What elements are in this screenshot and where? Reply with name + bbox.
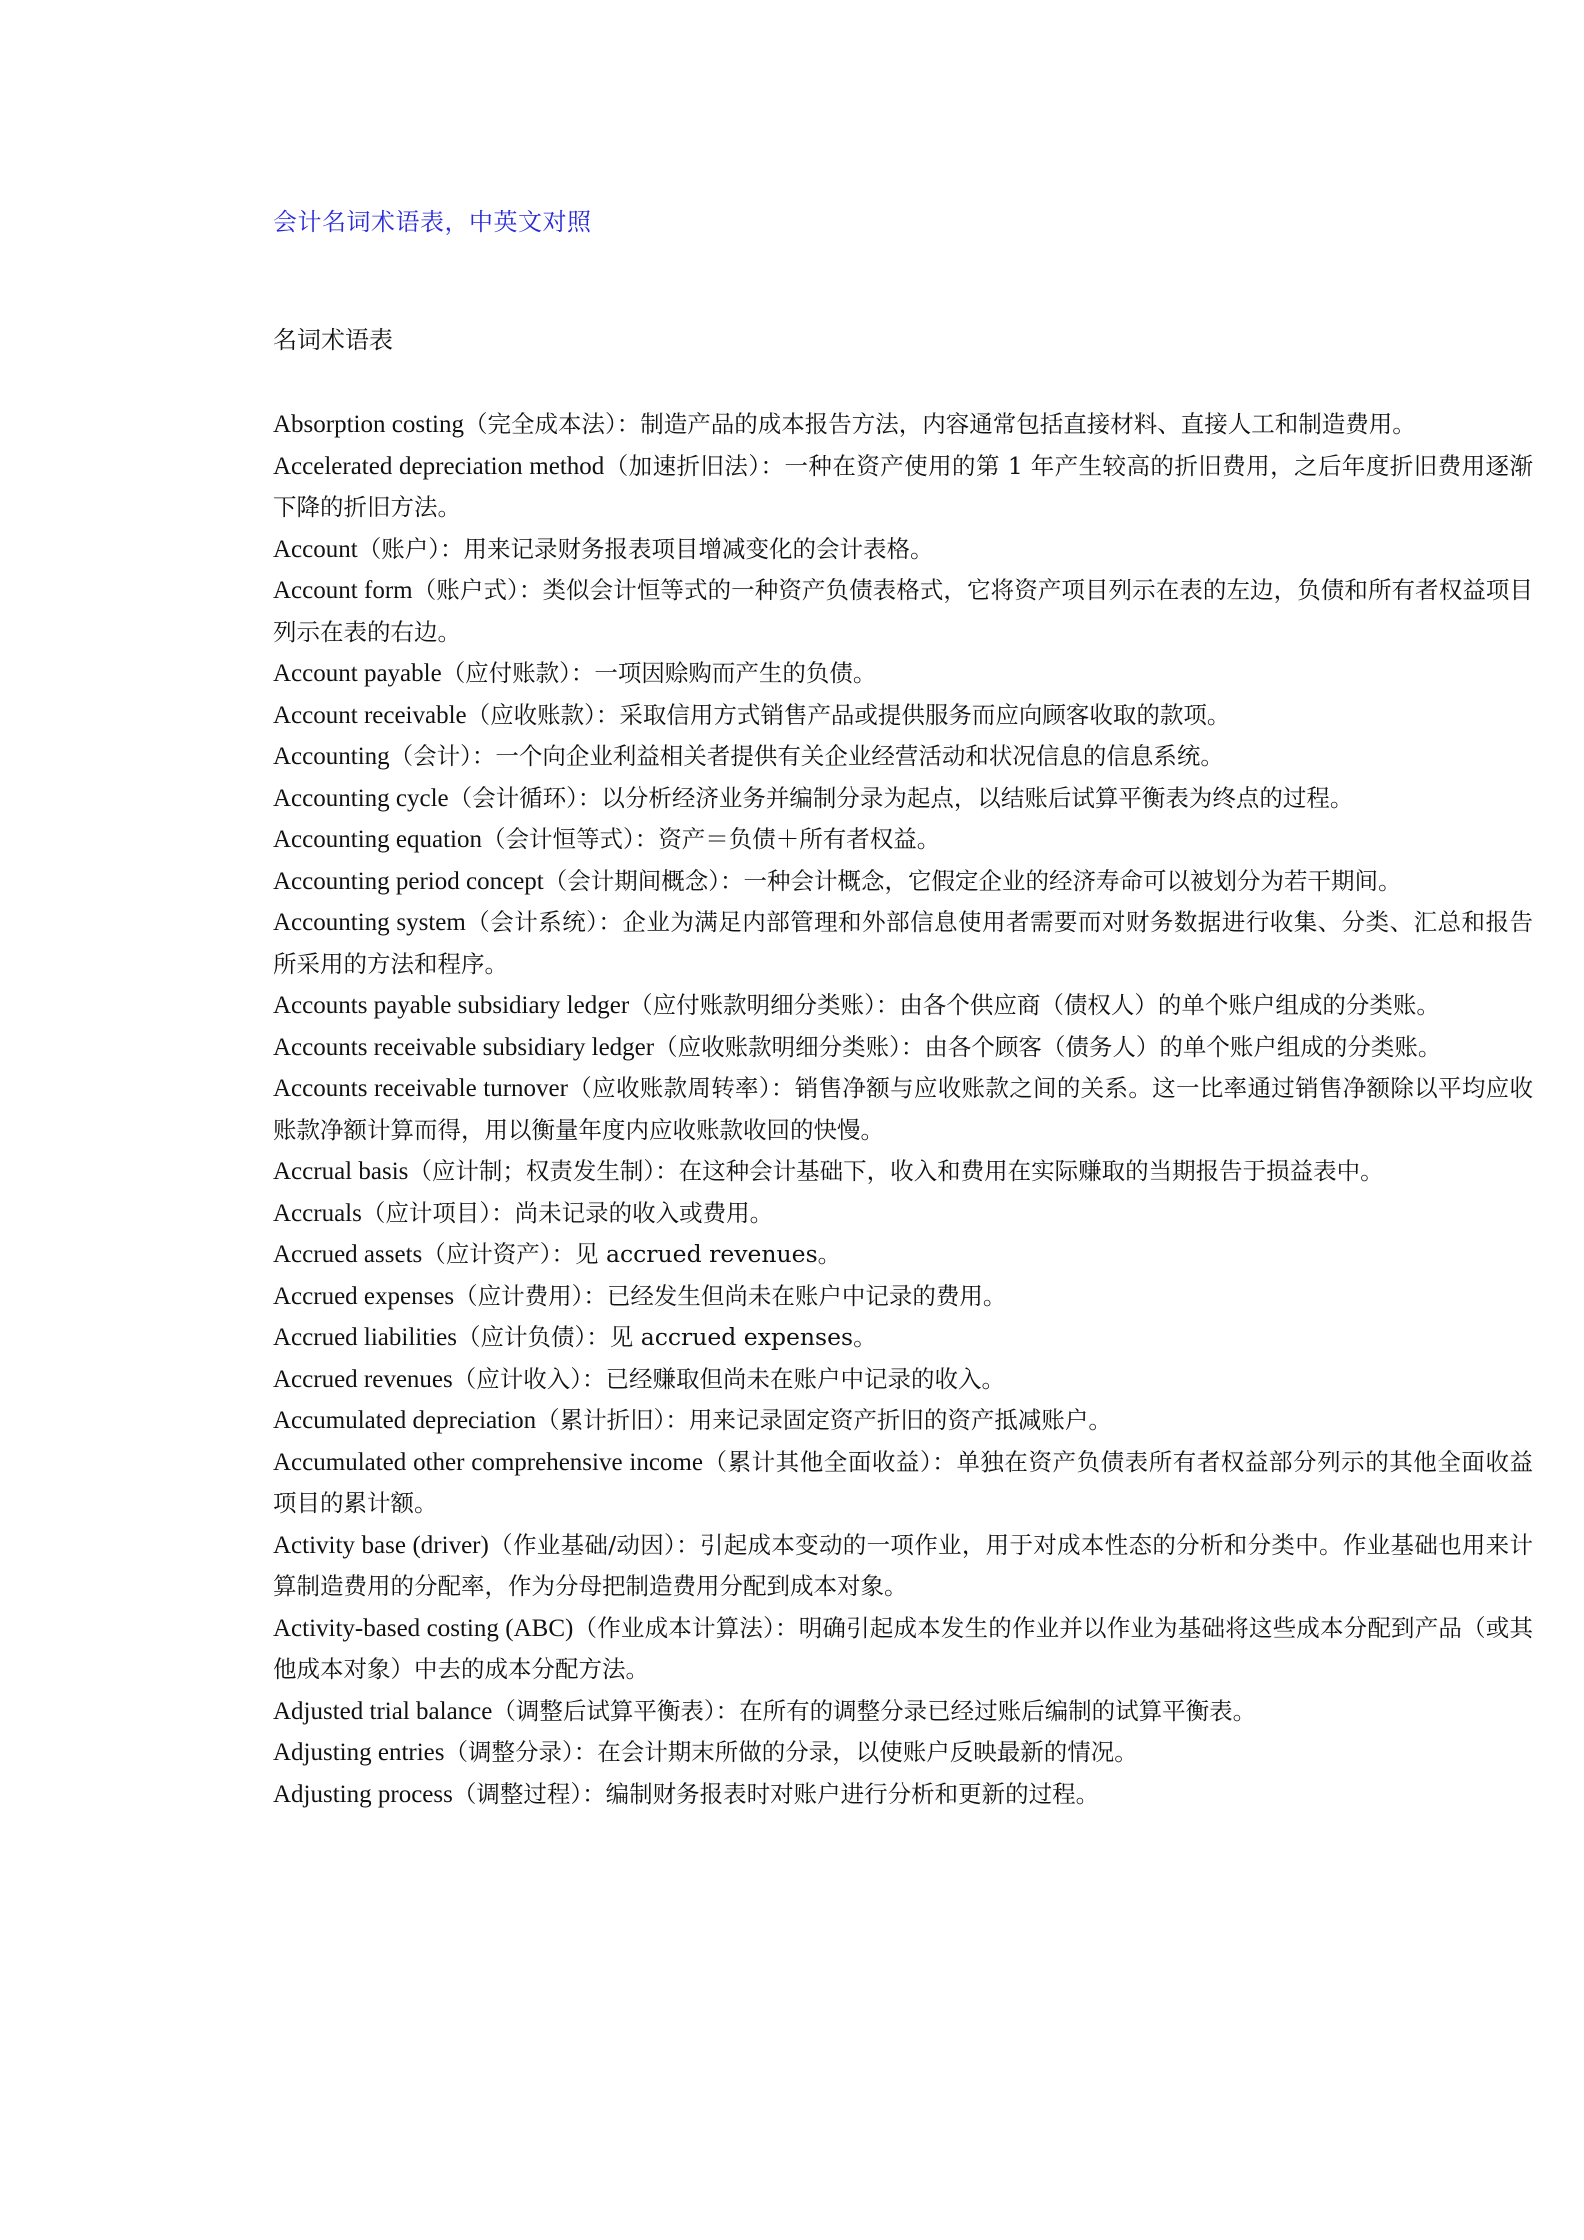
glossary-definition: （调整分录）：在会计期末所做的分录，以使账户反映最新的情况。 <box>444 1738 1138 1766</box>
glossary-entry <box>273 1276 1533 1318</box>
glossary-entry <box>273 1400 1533 1442</box>
glossary-term: Accounts receivable turnover <box>273 1075 568 1102</box>
glossary-definition: （应收账款明细分类账）：由各个顾客（债务人）的单个账户组成的分类账。 <box>654 1032 1442 1061</box>
glossary-term: Account receivable <box>273 701 467 729</box>
glossary-term: Accrued liabilities <box>273 1324 457 1351</box>
glossary-definition: （调整后试算平衡表）：在所有的调整分录已经过账后编制的试算平衡表。 <box>492 1696 1257 1725</box>
glossary-definition: （应收账款周转率）：销售净额与应收账款之间的关系。这一比率通过销售净额除以平均应收账款净额计算而得，用以衡量年度内应收账款收回的快慢。 <box>273 1074 1534 1144</box>
glossary-entry <box>273 1151 1533 1193</box>
glossary-term: Adjusted trial balance <box>273 1697 493 1725</box>
glossary-definition: （完全成本法）：制造产品的成本报告方法，内容通常包括直接材料、直接人工和制造费用。 <box>463 410 1416 438</box>
glossary-entry <box>273 653 1533 695</box>
glossary-entry <box>273 1442 1533 1525</box>
glossary-term: Accounts receivable subsidiary ledger <box>273 1033 655 1061</box>
glossary-definition: （加速折旧法）：一种在资产使用的第 1 年产生较高的折旧费用，之后年度折旧费用逐渐下降的折旧方法。 <box>273 451 1533 521</box>
glossary-definition: （应付账款明细分类账）：由各个供应商（债权人）的单个账户组成的分类账。 <box>629 991 1440 1019</box>
glossary-entry <box>273 1359 1533 1401</box>
glossary-definition: （会计期间概念）：一种会计概念，它假定企业的经济寿命可以被划分为若干期间。 <box>543 866 1402 895</box>
glossary-term: Activity base (driver) <box>273 1531 489 1559</box>
glossary-term: Adjusting process <box>273 1780 453 1808</box>
glossary-definition: （调整过程）：编制财务报表时对账户进行分析和更新的过程。 <box>452 1779 1100 1808</box>
glossary-term: Absorption costing <box>273 411 464 438</box>
glossary-entry <box>273 1732 1533 1774</box>
glossary-term: Account form <box>273 577 413 604</box>
glossary-entry <box>273 1193 1533 1235</box>
glossary-entry <box>273 695 1533 737</box>
glossary-term: Accounting system <box>273 909 466 936</box>
glossary-term: Accumulated depreciation <box>273 1407 537 1434</box>
glossary-entry <box>273 1525 1533 1608</box>
document-title: 会计名词术语表，中英文对照 <box>273 208 592 236</box>
glossary-term: Account <box>273 535 358 563</box>
glossary-term: Accounting equation <box>273 826 482 853</box>
glossary-term: Adjusting entries <box>273 1739 445 1766</box>
glossary-term: Activity-based costing (ABC) <box>273 1614 574 1642</box>
glossary-entry <box>273 570 1533 653</box>
glossary-term: Accrued expenses <box>273 1282 455 1310</box>
glossary-term: Accounting <box>273 743 390 770</box>
glossary-entry <box>273 902 1533 985</box>
glossary-entry <box>273 529 1533 571</box>
glossary-term: Account payable <box>273 660 442 687</box>
glossary-definition: （应收账款）：采取信用方式销售产品或提供服务而应向顾客收取的款项。 <box>466 700 1231 729</box>
glossary-term: Accelerated depreciation method <box>273 452 605 480</box>
glossary-entry <box>273 778 1533 820</box>
glossary-entry <box>273 1234 1533 1276</box>
glossary-term: Accounts payable subsidiary ledger <box>273 992 630 1019</box>
glossary-definition: （会计系统）：企业为满足内部管理和外部信息使用者需要而对财务数据进行收集、分类、汇总和报告所采用的方法和程序。 <box>273 908 1533 978</box>
section-heading: 名词术语表 <box>273 326 393 354</box>
glossary-term: Accrual basis <box>273 1158 409 1185</box>
glossary-definition: （作业成本计算法）：明确引起成本发生的作业并以作业为基础将这些成本分配到产品（或其他成本对象）中去的成本分配方法。 <box>273 1613 1534 1683</box>
glossary-definition: （累计其他全面收益）：单独在资产负债表所有者权益部分列示的其他全面收益项目的累计额。 <box>273 1447 1534 1517</box>
glossary-definition: （应计项目）：尚未记录的收入或费用。 <box>361 1198 774 1227</box>
glossary-definition: （会计恒等式）：资产＝负债＋所有者权益。 <box>481 825 941 853</box>
glossary-entry <box>273 985 1533 1027</box>
glossary-entry <box>273 819 1533 861</box>
glossary-definition: （应计资产）：见 accrued revenues。 <box>422 1240 842 1268</box>
glossary-entry <box>273 1691 1533 1733</box>
glossary-definition: （应计制；权责发生制）：在这种会计基础下，收入和费用在实际赚取的当期报告于损益表中。 <box>408 1157 1384 1185</box>
glossary-entry <box>273 1068 1533 1151</box>
glossary-term: Accounting period concept <box>273 867 544 895</box>
glossary-definition: （账户）：用来记录财务报表项目增减变化的会计表格。 <box>357 534 934 563</box>
glossary-definition: （累计折旧）：用来记录固定资产折旧的资产抵减账户。 <box>536 1406 1112 1434</box>
glossary-entry <box>273 446 1533 529</box>
glossary-entry <box>273 1608 1533 1691</box>
glossary-definition: （应计费用）：已经发生但尚未在账户中记录的费用。 <box>454 1281 1007 1310</box>
glossary-term: Accrued assets <box>273 1241 423 1268</box>
glossary-entry <box>273 404 1533 446</box>
glossary-definition: （应付账款）：一项因赊购而产生的负债。 <box>441 659 877 687</box>
glossary-term: Accruals <box>273 1199 362 1227</box>
glossary-definition: （会计）：一个向企业利益相关者提供有关企业经营活动和状况信息的信息系统。 <box>389 742 1224 770</box>
glossary-term: Accrued revenues <box>273 1365 453 1393</box>
glossary-term: Accounting cycle <box>273 784 449 812</box>
glossary-term: Accumulated other comprehensive income <box>273 1448 703 1476</box>
glossary-entry <box>273 1027 1533 1069</box>
glossary-entry <box>273 1317 1533 1359</box>
glossary-definition: （作业基础/动因）：引起成本变动的一项作业，用于对成本性态的分析和分类中。作业基础也用来计算制造费用的分配率，作为分母把制造费用分配到成本对象。 <box>273 1530 1533 1600</box>
glossary-definition: （会计循环）：以分析经济业务并编制分录为起点，以结账后试算平衡表为终点的过程。 <box>448 783 1354 812</box>
glossary-list <box>273 404 1533 1815</box>
glossary-entry <box>273 736 1533 778</box>
glossary-definition: （账户式）：类似会计恒等式的一种资产负债表格式，它将资产项目列示在表的左边，负债和所有者权益项目列示在表的右边。 <box>273 576 1533 646</box>
glossary-definition: （应计收入）：已经赚取但尚未在账户中记录的收入。 <box>452 1364 1006 1393</box>
glossary-definition: （应计负债）：见 accrued expenses。 <box>456 1323 877 1351</box>
glossary-entry <box>273 861 1533 903</box>
glossary-entry <box>273 1774 1533 1816</box>
